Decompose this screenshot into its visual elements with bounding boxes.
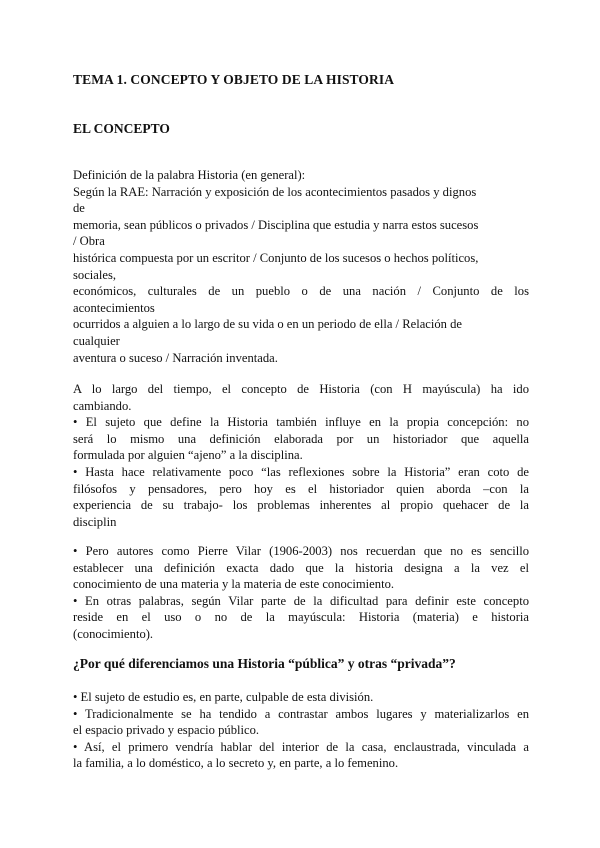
- text-line: memoria, sean públicos o privados / Disciplina que estudia y narra estos sucesos: [73, 217, 479, 232]
- section-heading: EL CONCEPTO: [73, 121, 170, 136]
- vilar-paragraph: [73, 543, 529, 643]
- text-line: filósofos y pensadores, pero hoy es el historiador quien aborda –con la: [73, 481, 529, 496]
- bullet-line: • Pero autores como Pierre Vilar (1906-2003) nos recuerdan que no es sencillo: [73, 544, 529, 558]
- text-line: ocurridos a alguien a lo largo de su vida o en un periodo de ella / Relación de: [73, 317, 463, 332]
- text-line: disciplin: [73, 514, 117, 529]
- bullet-line: • Tradicionalmente se ha tendido a contrastar ambos lugares y materializarlos en: [73, 706, 529, 721]
- text-line: conocimiento de una materia y la materia de este conocimiento.: [73, 577, 395, 592]
- question-heading: ¿Por qué diferenciamos una Historia “pública” y otras “privada”?: [73, 656, 456, 671]
- text-line: aventura o suceso / Narración inventada.: [73, 350, 278, 365]
- text-line: el espacio privado y espacio público.: [73, 723, 260, 738]
- text-line: A lo largo del tiempo, el concepto de Historia (con H mayúscula) ha ido: [73, 382, 529, 396]
- text-line: / Obra: [73, 234, 105, 249]
- bullet-line: • El sujeto que define la Historia también influye en la propia concepción: no: [73, 415, 529, 430]
- text-line: cualquier: [73, 333, 120, 348]
- definition-paragraph: [73, 167, 529, 366]
- bullet-line: • En otras palabras, según Vilar parte de la dificultad para definir este concepto: [73, 593, 529, 608]
- public-private-paragraph: [73, 689, 529, 772]
- text-line: la familia, a lo doméstico, a lo secreto y, en parte, a lo femenino.: [73, 756, 399, 771]
- document-title: TEMA 1. CONCEPTO Y OBJETO DE LA HISTORIA: [73, 72, 395, 87]
- text-line: cambiando.: [73, 398, 132, 413]
- text-line: acontecimientos: [73, 300, 155, 315]
- text-line: reside en el uso o no de la mayúscula: Historia (materia) e historia: [73, 610, 529, 625]
- bullet-line: • Hasta hace relativamente poco “las reflexiones sobre la Historia” eran coto de: [73, 464, 529, 479]
- text-line: de: [73, 201, 85, 216]
- text-line: establecer una definición exacta dado que la historia designa a la vez el: [73, 560, 529, 575]
- text-line: económicos, culturales de un pueblo o de una nación / Conjunto de los: [73, 284, 529, 299]
- text-line: histórica compuesta por un escritor / Conjunto de los sucesos o hechos políticos,: [73, 250, 479, 265]
- text-line: Definición de la palabra Historia (en general):: [73, 168, 306, 182]
- text-line: será lo mismo una definición elaborada por un historiador que aquella: [73, 431, 529, 446]
- text-line: sociales,: [73, 267, 117, 282]
- text-line: formulada por alguien “ajeno” a la disciplina.: [73, 448, 303, 463]
- bullet-line: • El sujeto de estudio es, en parte, culpable de esta división.: [73, 690, 374, 704]
- text-line: experiencia de su trabajo- los problemas inherentes al propio quehacer de la: [73, 498, 529, 513]
- concept-paragraph: [73, 381, 529, 530]
- text-line: Según la RAE: Narración y exposición de los acontecimientos pasados y dignos: [73, 184, 477, 199]
- bullet-line: • Así, el primero vendría hablar del interior de la casa, enclaustrada, vinculada a: [73, 739, 529, 754]
- text-line: (conocimiento).: [73, 626, 154, 641]
